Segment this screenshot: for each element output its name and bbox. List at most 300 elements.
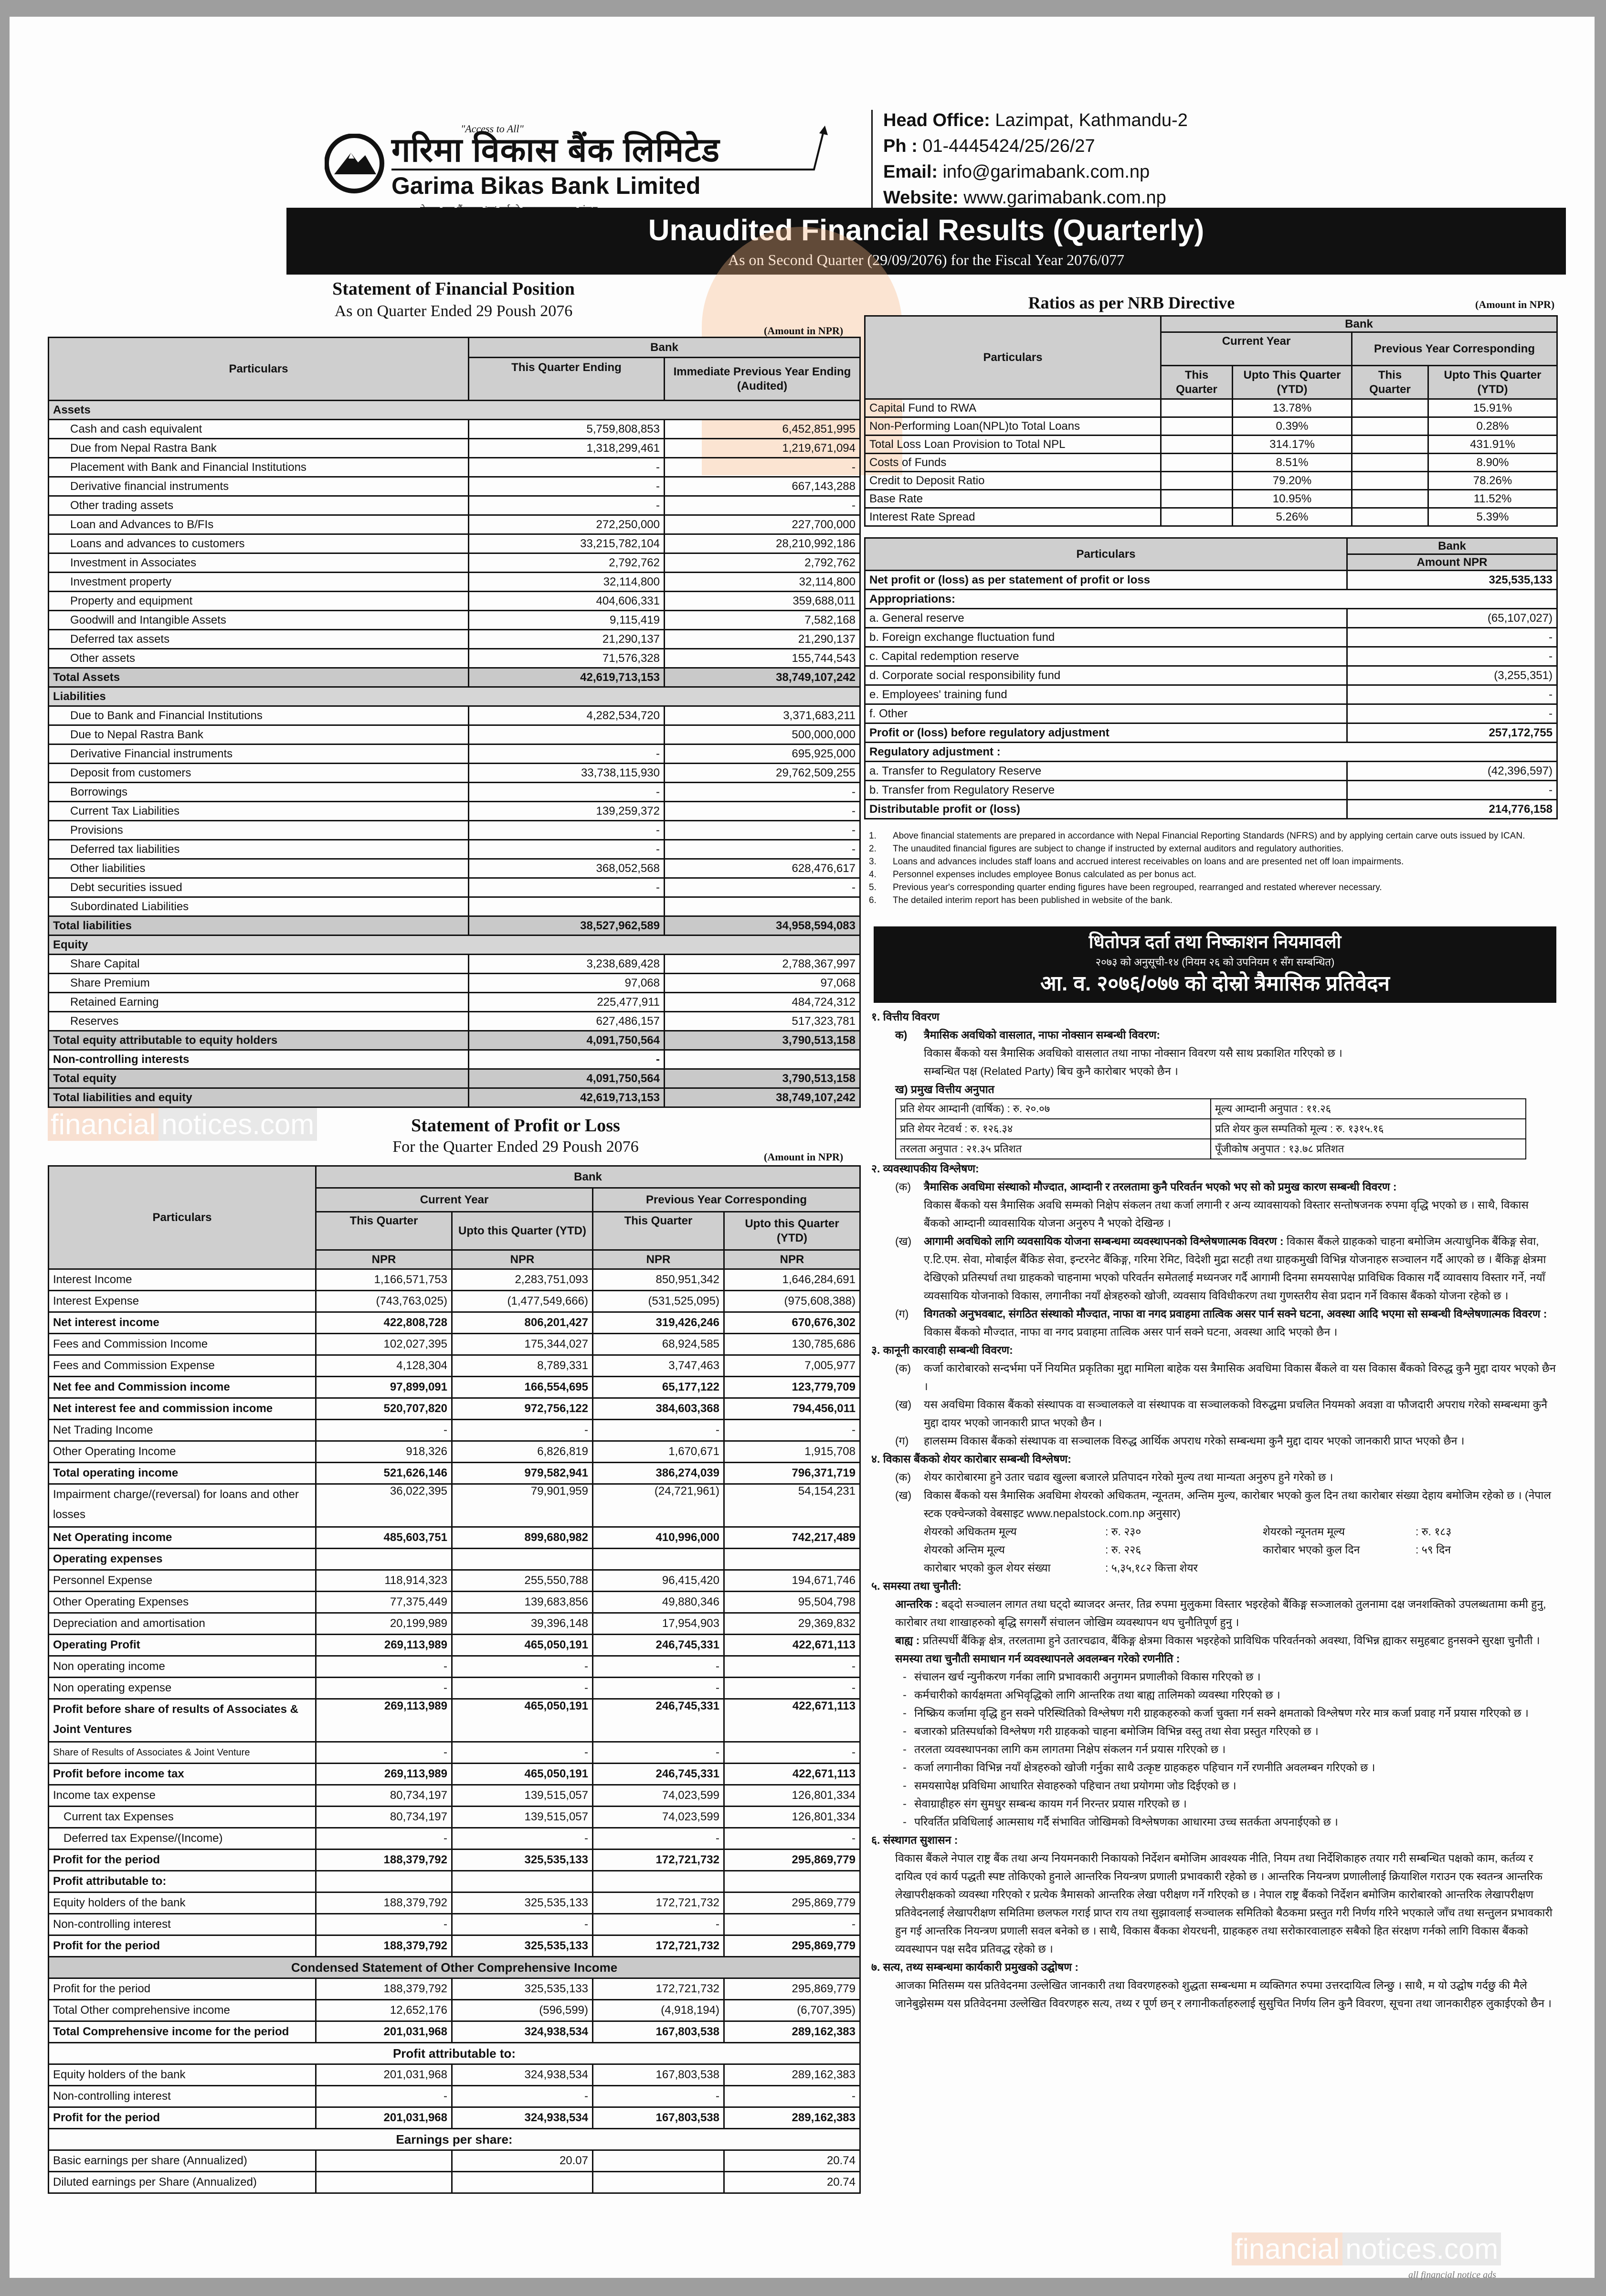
ratio-value: 10.95%	[1233, 490, 1352, 508]
sopl-row-label: Profit for the period	[49, 1978, 316, 2000]
sopl-row	[49, 1613, 860, 1635]
sopl-row-label: Net fee and Commission income	[49, 1377, 316, 1398]
sofp-row	[49, 840, 860, 859]
sofp-previous-year-value: 695,925,000	[665, 744, 860, 764]
sopl-value: (743,763,025)	[316, 1291, 452, 1312]
sofp-this-quarter-value: 71,576,328	[469, 649, 665, 668]
np-s3-title: ३. कानूनी कारवाही सम्बन्धी विवरण:	[871, 1344, 1013, 1356]
strategy-text: कर्मचारीको कार्यक्षमता अभिवृद्धिको लागि आन्तरिक तथा बाह्य तालिमको व्यवस्था गरिएको छ ।	[914, 1689, 1280, 1701]
sopl-value: 97,899,091	[316, 1377, 452, 1398]
sopl-row	[49, 2064, 860, 2086]
ratio-value	[1161, 417, 1233, 436]
sopl-value: 65,177,122	[593, 1377, 724, 1398]
sopl-value: 3,747,463	[593, 1355, 724, 1377]
appropriation-label: Appropriations:	[865, 590, 1557, 609]
ratio-value	[1352, 508, 1428, 526]
sofp-row	[49, 764, 860, 783]
sofp-this-quarter-value: -	[469, 477, 665, 496]
sopl-value: 796,371,719	[724, 1463, 860, 1484]
sopl-value: 54,154,231	[724, 1484, 860, 1527]
sopl-row	[49, 1935, 860, 1957]
sopl-value: 485,603,751	[316, 1527, 452, 1549]
nepali-banner-line1: धितोपत्र दर्ता तथा निष्काशन नियमावली	[1088, 932, 1342, 952]
sofp-this-quarter-value: 33,215,782,104	[469, 534, 665, 553]
sopl-value: 269,113,989	[316, 1764, 452, 1785]
share-stat-label: कारोबार भएको कुल दिन	[1263, 1543, 1360, 1556]
np-s1a-label: क)	[895, 1029, 908, 1041]
note-number: 6.	[869, 895, 877, 905]
ratio-row	[865, 490, 1557, 508]
sofp-this-quarter-value: 1,318,299,461	[469, 439, 665, 458]
ratio-label: Non-Performing Loan(NPL)to Total Loans	[865, 417, 1161, 436]
watermark-part1: financial	[1232, 2232, 1342, 2265]
ratios-table	[864, 315, 1558, 527]
np-s5-internal-label: आन्तरिक :	[895, 1598, 939, 1610]
sopl-value: -	[452, 1914, 593, 1935]
sopl-value: 319,426,246	[593, 1312, 724, 1334]
sofp-row	[49, 553, 860, 573]
sopl-value: 96,415,420	[593, 1570, 724, 1592]
sopl-value: 246,745,331	[593, 1699, 724, 1742]
ratio-value	[1161, 454, 1233, 472]
sofp-table	[48, 337, 861, 1108]
sopl-value: 20.74	[724, 2150, 860, 2172]
sopl-header-particulars: Particulars	[49, 1166, 316, 1269]
np-s1a-title: त्रैमासिक अवधिको वासलात, नाफा नोक्सान सम्बन्धी विवरण:	[924, 1029, 1161, 1041]
sopl-row-label: Current tax Expenses	[49, 1807, 316, 1828]
email-link[interactable]: info@garimabank.com.np	[942, 162, 1150, 182]
sopl-value: -	[593, 1656, 724, 1678]
sofp-row-label: Derivative Financial instruments	[49, 744, 469, 764]
sopl-value: 289,162,383	[724, 2021, 860, 2043]
sopl-row-label: Profit for the period	[49, 2107, 316, 2129]
sofp-row	[49, 401, 860, 420]
website-link[interactable]: www.garimabank.com.np	[963, 188, 1166, 208]
sopl-row-label: Personnel Expense	[49, 1570, 316, 1592]
ratio-row	[865, 436, 1557, 454]
ratio-label: Interest Rate Spread	[865, 508, 1161, 526]
sopl-header-previous-year: Previous Year Corresponding	[593, 1188, 860, 1212]
sopl-value: 167,803,538	[593, 2064, 724, 2086]
sopl-value: 1,670,671	[593, 1441, 724, 1463]
sopl-value: -	[724, 1420, 860, 1441]
sofp-this-quarter-value: 4,091,750,564	[469, 1069, 665, 1088]
appropriation-row	[865, 704, 1557, 723]
sofp-previous-year-value: -	[665, 840, 860, 859]
sopl-value: 49,880,346	[593, 1592, 724, 1613]
sopl-row-label: Impairment charge/(reversal) for loans and other losses	[49, 1484, 316, 1527]
watermark-logo-bottom	[1232, 2232, 1501, 2265]
sopl-value: 29,369,832	[724, 1613, 860, 1635]
sopl-row-label: Net interest fee and commission income	[49, 1398, 316, 1420]
sopl-table	[48, 1165, 861, 2194]
sopl-value: 126,801,334	[724, 1807, 860, 1828]
sopl-value: 255,550,788	[452, 1570, 593, 1592]
bullet-dash-icon: -	[903, 1743, 907, 1755]
ratio-row	[865, 508, 1557, 526]
sopl-row	[49, 1291, 860, 1312]
sopl-value: -	[724, 1828, 860, 1850]
sofp-this-quarter-value: 225,477,911	[469, 993, 665, 1012]
report-title: Unaudited Financial Results (Quarterly)	[648, 214, 1204, 247]
sofp-this-quarter-value: -	[469, 1050, 665, 1069]
sopl-row-label: Interest Income	[49, 1269, 316, 1291]
sofp-this-quarter-value: 627,486,157	[469, 1012, 665, 1031]
sopl-value	[593, 1549, 724, 1570]
sopl-row-label: Profit attributable to:	[49, 1871, 316, 1892]
np-s2c-title: विगतको अनुभवबाट, संगठित संस्थाको मौज्दात, नाफा वा नगद प्रवाहमा तात्विक असर पार्न सक्ने घटना, अवस्था आदि भएमा सो सम्बन्धी विश्लेषणात्मक विवरण :	[924, 1307, 1547, 1320]
sopl-row	[49, 1807, 860, 1828]
sopl-value: 295,869,779	[724, 1850, 860, 1871]
sopl-row-label: Net interest income	[49, 1312, 316, 1334]
sopl-row-label: Profit for the period	[49, 1850, 316, 1871]
sopl-row	[49, 1699, 860, 1742]
sopl-value: 325,535,133	[452, 1935, 593, 1957]
np-ratio-cell: तरलता अनुपात : २१.३५ प्रतिशत	[896, 1139, 1211, 1159]
nepali-banner-line3: आ. व. २०७६/०७७ को दोस्रो त्रैमासिक प्रतिवेदन	[1040, 972, 1390, 995]
np-s3b-text: यस अवधिमा विकास बैंकको संस्थापक वा सञ्चालकले वा संस्थापक वा सञ्चालकको विरुद्धमा प्रचलित नियमको अवज्ञा वा फौजदारी अपराध गरेको सम्बन्धमा कुनै मुद्दा दायर भएको जानकारी प्राप्त भएको छैन ।	[924, 1398, 1548, 1429]
appr-header-amount: Amount NPR	[1347, 554, 1557, 571]
sofp-previous-year-value: -	[665, 496, 860, 515]
bullet-dash-icon: -	[903, 1707, 907, 1719]
sopl-row	[49, 2021, 860, 2043]
sopl-value: 166,554,695	[452, 1377, 593, 1398]
sopl-value: -	[593, 1678, 724, 1699]
sopl-header-prev-this-quarter: This Quarter	[593, 1212, 724, 1250]
strategy-item	[895, 1686, 1556, 1704]
sofp-this-quarter-value: -	[469, 744, 665, 764]
ratio-value	[1352, 454, 1428, 472]
sofp-row	[49, 955, 860, 974]
strategy-item	[895, 1722, 1556, 1740]
strategy-item	[895, 1776, 1556, 1795]
sofp-previous-year-value: 2,788,367,997	[665, 955, 860, 974]
watermark-part2: notices.com	[158, 1108, 317, 1141]
sopl-value: 130,785,686	[724, 1334, 860, 1355]
sofp-row-label: Property and equipment	[49, 592, 469, 611]
share-stat-value: : ५,३५,१८२ कित्ता शेयर	[1105, 1562, 1198, 1574]
ratio-row	[865, 417, 1557, 436]
sopl-value: -	[724, 2086, 860, 2107]
appropriation-value: -	[1347, 647, 1557, 666]
sopl-value	[316, 2150, 452, 2172]
sopl-value: 422,671,113	[724, 1635, 860, 1656]
sopl-value	[452, 1549, 593, 1570]
sopl-row	[49, 1484, 860, 1527]
sopl-value: 806,201,427	[452, 1312, 593, 1334]
appropriation-row	[865, 800, 1557, 819]
bullet-dash-icon: -	[903, 1725, 907, 1737]
sopl-row	[49, 1656, 860, 1678]
note-text: Above financial statements are prepared in accordance with Nepal Financial Reporting Standards (NFRS) and by applying certain carve outs issued by ICAN.	[893, 831, 1525, 841]
note-text: The unaudited financial figures are subject to change if instructed by external auditors and regulatory authorities.	[893, 844, 1344, 854]
sopl-value: (1,477,549,666)	[452, 1291, 593, 1312]
sofp-row-label: Loans and advances to customers	[49, 534, 469, 553]
sopl-row	[49, 1269, 860, 1291]
sofp-previous-year-value: 7,582,168	[665, 611, 860, 630]
sofp-this-quarter-value: -	[469, 840, 665, 859]
sopl-value: 79,901,959	[452, 1484, 593, 1527]
sopl-header-current-year: Current Year	[316, 1188, 593, 1212]
sofp-this-quarter-value: -	[469, 783, 665, 802]
ratios-header-prev-upto: Upto This Quarter (YTD)	[1428, 366, 1557, 399]
np-s4b-label: (ख)	[895, 1489, 912, 1501]
sofp-previous-year-value: 517,323,781	[665, 1012, 860, 1031]
note-number: 5.	[869, 882, 877, 893]
bullet-dash-icon: -	[903, 1816, 907, 1828]
note-text: The detailed interim report has been published in website of the bank.	[893, 895, 1173, 905]
strategy-item	[895, 1813, 1556, 1831]
sopl-header-upto: Upto this Quarter (YTD)	[452, 1212, 593, 1250]
sofp-subtitle: As on Quarter Ended 29 Poush 2076	[334, 302, 573, 320]
sopl-row-label: Fees and Commission Expense	[49, 1355, 316, 1377]
watermark-part2: notices.com	[1342, 2232, 1501, 2265]
sofp-previous-year-value: 3,790,513,158	[665, 1031, 860, 1050]
ratios-header-previous-year: Previous Year Corresponding	[1352, 332, 1557, 366]
sopl-value: -	[316, 1656, 452, 1678]
sopl-value	[452, 1871, 593, 1892]
sopl-row-label: Depreciation and amortisation	[49, 1613, 316, 1635]
np-s3a-text: कर्जा कारोबारको सन्दर्भमा पर्ने नियमित प्रकृतिका मुद्दा मामिला बाहेक यस त्रैमासिक अवधिमा विकास बैंकले वा यस विकास बैंकको विरुद्ध कुनै मुद्दा दायर भएको छैन ।	[924, 1362, 1556, 1392]
sofp-this-quarter-value: 2,792,762	[469, 553, 665, 573]
sopl-value: 188,379,792	[316, 1935, 452, 1957]
sopl-row-label: Equity holders of the bank	[49, 1892, 316, 1914]
sopl-value: 465,050,191	[452, 1699, 593, 1742]
sopl-header-npr: NPR	[724, 1250, 860, 1269]
sofp-row-label: Reserves	[49, 1012, 469, 1031]
sofp-this-quarter-value: 272,250,000	[469, 515, 665, 534]
sopl-row-label: Share of Results of Associates & Joint Venture	[49, 1742, 316, 1764]
ratio-value	[1161, 472, 1233, 490]
sopl-row	[49, 1355, 860, 1377]
sopl-value: 201,031,968	[316, 2064, 452, 2086]
appropriation-row	[865, 666, 1557, 685]
sofp-row-label: Due from Nepal Rastra Bank	[49, 439, 469, 458]
sopl-row	[49, 1312, 860, 1334]
sofp-row	[49, 496, 860, 515]
ratios-header-this-quarter: This Quarter	[1161, 366, 1233, 399]
sofp-previous-year-value: 29,762,509,255	[665, 764, 860, 783]
appropriation-value: 214,776,158	[1347, 800, 1557, 819]
sopl-row	[49, 2172, 860, 2193]
np-ratio-row	[896, 1119, 1526, 1139]
sopl-value: 269,113,989	[316, 1635, 452, 1656]
sopl-value: (596,599)	[452, 2000, 593, 2021]
ratio-label: Base Rate	[865, 490, 1161, 508]
sopl-value: -	[593, 1420, 724, 1441]
sofp-row-label: Deferred tax assets	[49, 630, 469, 649]
sofp-row-label: Subordinated Liabilities	[49, 897, 469, 916]
sofp-row-label: Total liabilities and equity	[49, 1088, 469, 1107]
sopl-value: 188,379,792	[316, 1892, 452, 1914]
sofp-row-label: Share Premium	[49, 974, 469, 993]
note-number: 4.	[869, 870, 877, 880]
sofp-row	[49, 1069, 860, 1088]
sofp-row-label: Liabilities	[49, 687, 860, 706]
ratio-value	[1352, 399, 1428, 417]
sopl-row	[49, 1463, 860, 1484]
sofp-row	[49, 897, 860, 916]
np-s4b-text: विकास बैंकको यस त्रैमासिक अवधिमा शेयरको अधिकतम, न्यूनतम, अन्तिम मुल्य, कारोबार भएको कुल दिन तथा कारोबार संख्या देहाय बमोजिम रहेको छ । (नेपाल स्टक एक्चेन्जको वेबसाइट www.nepalstock.com.np अनुसार)	[924, 1489, 1551, 1520]
appropriation-row	[865, 762, 1557, 781]
sofp-row	[49, 935, 860, 955]
mountain-logo-icon	[325, 134, 384, 193]
sofp-row	[49, 916, 860, 935]
note-number: 2.	[869, 844, 877, 854]
ratio-value: 79.20%	[1233, 472, 1352, 490]
sofp-this-quarter-value: 139,259,372	[469, 802, 665, 821]
appropriation-label: Net profit or (loss) as per statement of profit or loss	[865, 571, 1347, 590]
sopl-header-npr: NPR	[316, 1250, 452, 1269]
sopl-row-label: Basic earnings per share (Annualized)	[49, 2150, 316, 2172]
note-item	[869, 855, 1556, 868]
sopl-row	[49, 1570, 860, 1592]
note-item	[869, 894, 1556, 907]
sopl-row-label: Non operating expense	[49, 1678, 316, 1699]
sopl-header-bank: Bank	[316, 1166, 860, 1188]
sopl-value: 422,671,113	[724, 1764, 860, 1785]
sofp-row	[49, 458, 860, 477]
sopl-value: 410,996,000	[593, 1527, 724, 1549]
sopl-row-label: Non-controlling interest	[49, 1914, 316, 1935]
strategy-item	[895, 1704, 1556, 1722]
ratio-value: 15.91%	[1428, 399, 1557, 417]
bullet-dash-icon: -	[903, 1670, 907, 1683]
sofp-this-quarter-value	[469, 725, 665, 744]
sopl-value: 918,326	[316, 1441, 452, 1463]
sopl-row	[49, 1914, 860, 1935]
sopl-value: -	[452, 1678, 593, 1699]
sopl-value: 2,283,751,093	[452, 1269, 593, 1291]
sopl-value: 325,535,133	[452, 1892, 593, 1914]
phone-value: 01-4445424/25/26/27	[922, 136, 1095, 156]
sofp-previous-year-value	[665, 1050, 860, 1069]
appropriation-row	[865, 647, 1557, 666]
sopl-value: -	[452, 1742, 593, 1764]
sopl-value: -	[316, 1742, 452, 1764]
sofp-this-quarter-value: 42,619,713,153	[469, 1088, 665, 1107]
ratios-header-upto: Upto This Quarter (YTD)	[1233, 366, 1352, 399]
sopl-row-label: Operating expenses	[49, 1549, 316, 1570]
sopl-value: (6,707,395)	[724, 2000, 860, 2021]
sopl-row	[49, 2150, 860, 2172]
sofp-this-quarter-value: 404,606,331	[469, 592, 665, 611]
np-ratio-cell: प्रति शेयर आम्दानी (वार्षिक) : रु. २०.०७	[896, 1099, 1211, 1119]
ratio-value: 431.91%	[1428, 436, 1557, 454]
sopl-value: 289,162,383	[724, 2064, 860, 2086]
sopl-row-label: Interest Expense	[49, 1291, 316, 1312]
ratio-value: 5.26%	[1233, 508, 1352, 526]
sopl-value: (975,608,388)	[724, 1291, 860, 1312]
sofp-row	[49, 439, 860, 458]
sofp-this-quarter-value: 21,290,137	[469, 630, 665, 649]
share-stat-value: : रु. २२६	[1105, 1543, 1141, 1556]
sofp-row-label: Deposit from customers	[49, 764, 469, 783]
strategy-text: सेवाग्राहीहरु संग सुमधुर सम्बन्ध कायम गर्न निरन्तर प्रयास गरिएको छ ।	[914, 1797, 1187, 1810]
sofp-previous-year-value: 227,700,000	[665, 515, 860, 534]
sopl-value: (531,525,095)	[593, 1291, 724, 1312]
sofp-header-particulars: Particulars	[49, 338, 469, 401]
sopl-row	[49, 1592, 860, 1613]
sopl-row	[49, 1785, 860, 1807]
sopl-row	[49, 1527, 860, 1549]
appropriation-value: -	[1347, 628, 1557, 647]
sopl-row-label: Fees and Commission Income	[49, 1334, 316, 1355]
sopl-section-row	[49, 2043, 860, 2064]
sofp-title: Statement of Financial Position	[332, 279, 575, 299]
ratio-value	[1352, 436, 1428, 454]
bullet-dash-icon: -	[903, 1761, 907, 1774]
appropriation-row	[865, 628, 1557, 647]
sofp-row-label: Retained Earning	[49, 993, 469, 1012]
sopl-value: -	[724, 1678, 860, 1699]
sopl-row-label: Equity holders of the bank	[49, 2064, 316, 2086]
sopl-row-label: Total Other comprehensive income	[49, 2000, 316, 2021]
bank-logo	[325, 134, 384, 193]
sopl-value: 8,789,331	[452, 1355, 593, 1377]
note-number: 3.	[869, 857, 877, 867]
sopl-value: 167,803,538	[593, 2107, 724, 2129]
watermark-tagline: all financial notice ads	[1408, 2270, 1496, 2280]
sofp-row-label: Placement with Bank and Financial Institutions	[49, 458, 469, 477]
sofp-unit: (Amount in NPR)	[764, 325, 844, 337]
note-item	[869, 868, 1556, 881]
ratios-header-bank: Bank	[1161, 316, 1557, 332]
sofp-row-label: Debt securities issued	[49, 878, 469, 897]
sopl-value: -	[593, 1914, 724, 1935]
sopl-value: 1,166,571,753	[316, 1269, 452, 1291]
ratios-header-particulars: Particulars	[865, 316, 1161, 399]
sofp-this-quarter-value: 33,738,115,930	[469, 764, 665, 783]
sofp-row	[49, 802, 860, 821]
sofp-previous-year-value: 3,790,513,158	[665, 1069, 860, 1088]
np-s7-text: आजका मितिसम्म यस प्रतिवेदनमा उल्लेखित जानकारी तथा विवरणहरुको शुद्धता सम्बन्धमा म व्यक्तिगत रुपमा उत्तरदायित्व लिन्छु । साथै, म यो उद्घोष गर्दछु की मैले जानेबुझेसम्म यस प्रतिवेदनमा उल्लेखित विवरणहरु सत्य, तथ्य र पूर्ण छन् र लगानीकर्ताहरुलाई सुसुचित निर्णय लिन कुनै विवरण, सूचना तथा जानकारीहरु लुकाईएको छैन ।	[895, 1979, 1552, 2009]
sopl-value: -	[316, 1828, 452, 1850]
np-s2a-text: विकास बैंकको यस त्रैमासिक अवधि सम्मको निक्षेप संकलन तथा कर्जा लगानी र अन्य व्यावसायको विस्तार सन्तोषजनक रुपमा वृद्धि भएको छ । साथै, विकास बैंकको आम्दानी व्यावसायिक योजना अनुरुप नै भएको देखिन्छ ।	[924, 1199, 1529, 1229]
sopl-value: 899,680,982	[452, 1527, 593, 1549]
sofp-row	[49, 974, 860, 993]
sopl-value: 742,217,489	[724, 1527, 860, 1549]
sofp-row-label: Goodwill and Intangible Assets	[49, 611, 469, 630]
sopl-value: 172,721,732	[593, 1850, 724, 1871]
sofp-row-label: Total equity	[49, 1069, 469, 1088]
ratio-value: 13.78%	[1233, 399, 1352, 417]
np-s4a-text: शेयर कारोबारमा हुने उतार चढाव खुल्ला बजारले प्रतिपादन गरेको मुल्य तथा मान्यता अनुरुप हुने गरेको छ ।	[924, 1471, 1333, 1483]
sopl-value: 95,504,798	[724, 1592, 860, 1613]
sofp-row	[49, 744, 860, 764]
appropriation-table	[864, 537, 1558, 819]
sofp-previous-year-value: 359,688,011	[665, 592, 860, 611]
note-item	[869, 881, 1556, 894]
ratio-value: 5.39%	[1428, 508, 1557, 526]
phone-label: Ph :	[883, 136, 918, 156]
appropriation-label: a. Transfer to Regulatory Reserve	[865, 762, 1347, 781]
note-text: Loans and advances includes staff loans and accrued interest receivables on loans and are presented net off loan impairments.	[893, 857, 1404, 867]
sopl-section-title: Profit attributable to:	[49, 2043, 860, 2064]
sofp-this-quarter-value: -	[469, 821, 665, 840]
sofp-row-label: Share Capital	[49, 955, 469, 974]
title-banner	[286, 208, 1566, 275]
sopl-value: (24,721,961)	[593, 1484, 724, 1527]
ratio-value: 11.52%	[1428, 490, 1557, 508]
sopl-value: 74,023,599	[593, 1785, 724, 1807]
logo-underline	[391, 169, 812, 170]
sopl-row	[49, 2107, 860, 2129]
sopl-value: 289,162,383	[724, 2107, 860, 2129]
sopl-value: 972,756,122	[452, 1398, 593, 1420]
ratio-label: Capital Fund to RWA	[865, 399, 1161, 417]
sofp-row	[49, 821, 860, 840]
